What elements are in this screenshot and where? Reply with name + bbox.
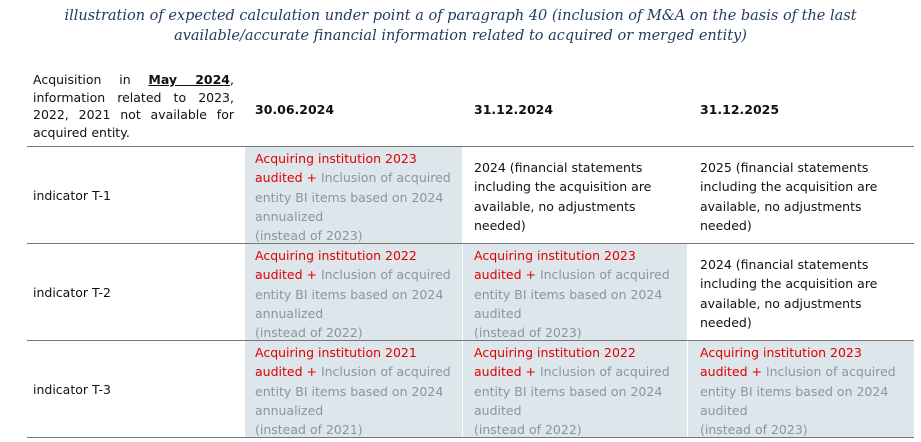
row-divider [27, 340, 914, 341]
cell-note: (instead of 2022) [474, 422, 582, 438]
row-divider [27, 146, 914, 147]
cell-t3-c1 [255, 343, 460, 437]
cell-gray-text: Inclusion of acquired entity BI items based on 2024 annualized [255, 267, 451, 321]
row-label-t3: indicator T-3 [33, 382, 111, 397]
row-label-t2: indicator T-2 [33, 285, 111, 300]
cell-note: (instead of 2022) [255, 325, 363, 341]
cell-gray-text: Inclusion of acquired entity BI items based on 2024 audited [474, 364, 670, 418]
column-header-2: 31.12.2024 [474, 102, 554, 117]
figure-caption [40, 6, 881, 46]
cell-gray-text: Inclusion of acquired entity BI items based on 2024 audited [474, 267, 670, 321]
cell-note: (instead of 2023) [474, 325, 582, 341]
cell-red-text: Acquiring institution 2022 audited + [255, 248, 417, 283]
cell-t3-c3 [700, 343, 910, 437]
row-label-t1: indicator T-1 [33, 188, 111, 203]
cell-red-text: Acquiring institution 2021 audited + [255, 345, 417, 380]
column-header-1: 30.06.2024 [255, 102, 335, 117]
cell-red-text: Acquiring institution 2023 audited + [474, 248, 636, 283]
cell-note: (instead of 2021) [255, 422, 363, 438]
cell-note: (instead of 2023) [700, 422, 808, 438]
column-header-3: 31.12.2025 [700, 102, 780, 117]
intro-cell [33, 71, 234, 145]
cell-t1-c2: 2024 (financial statements including the acquisition are available, no adjustments needed) [474, 160, 652, 233]
cell-gray-text: Inclusion of acquired entity BI items based on 2024 annualized [255, 170, 451, 224]
intro-post: , information related to 2023, 2022, 2021 not available for acquired entity. [33, 72, 234, 140]
cell-red-text: Acquiring institution 2023 audited + [700, 345, 862, 380]
intro-pre: Acquisition in [33, 72, 149, 87]
cell-red-text: Acquiring institution 2023 audited + [255, 151, 417, 186]
caption-line-1: illustration of expected calculation under point a of paragraph 40 (inclusion of M&A on the basis of the last [64, 8, 857, 24]
cell-note: (instead of 2023) [255, 228, 363, 244]
cell-t3-c2 [474, 343, 684, 437]
row-divider [27, 437, 914, 438]
cell-t1-c1 [255, 149, 460, 243]
cell-red-text: Acquiring institution 2022 audited + [474, 345, 636, 380]
cell-gray-text: Inclusion of acquired entity BI items based on 2024 audited [700, 364, 896, 418]
cell-t2-c1 [255, 246, 460, 340]
cell-t2-c3: 2024 (financial statements including the acquisition are available, no adjustments needed) [700, 257, 878, 330]
row-divider [27, 243, 914, 244]
caption-line-2: available/accurate financial information related to acquired or merged entity) [174, 28, 747, 44]
cell-t1-c3: 2025 (financial statements including the acquisition are available, no adjustments needed) [700, 160, 878, 233]
cell-gray-text: Inclusion of acquired entity BI items based on 2024 annualized [255, 364, 451, 418]
intro-date: May 2024 [148, 72, 231, 87]
cell-t2-c2 [474, 246, 684, 340]
